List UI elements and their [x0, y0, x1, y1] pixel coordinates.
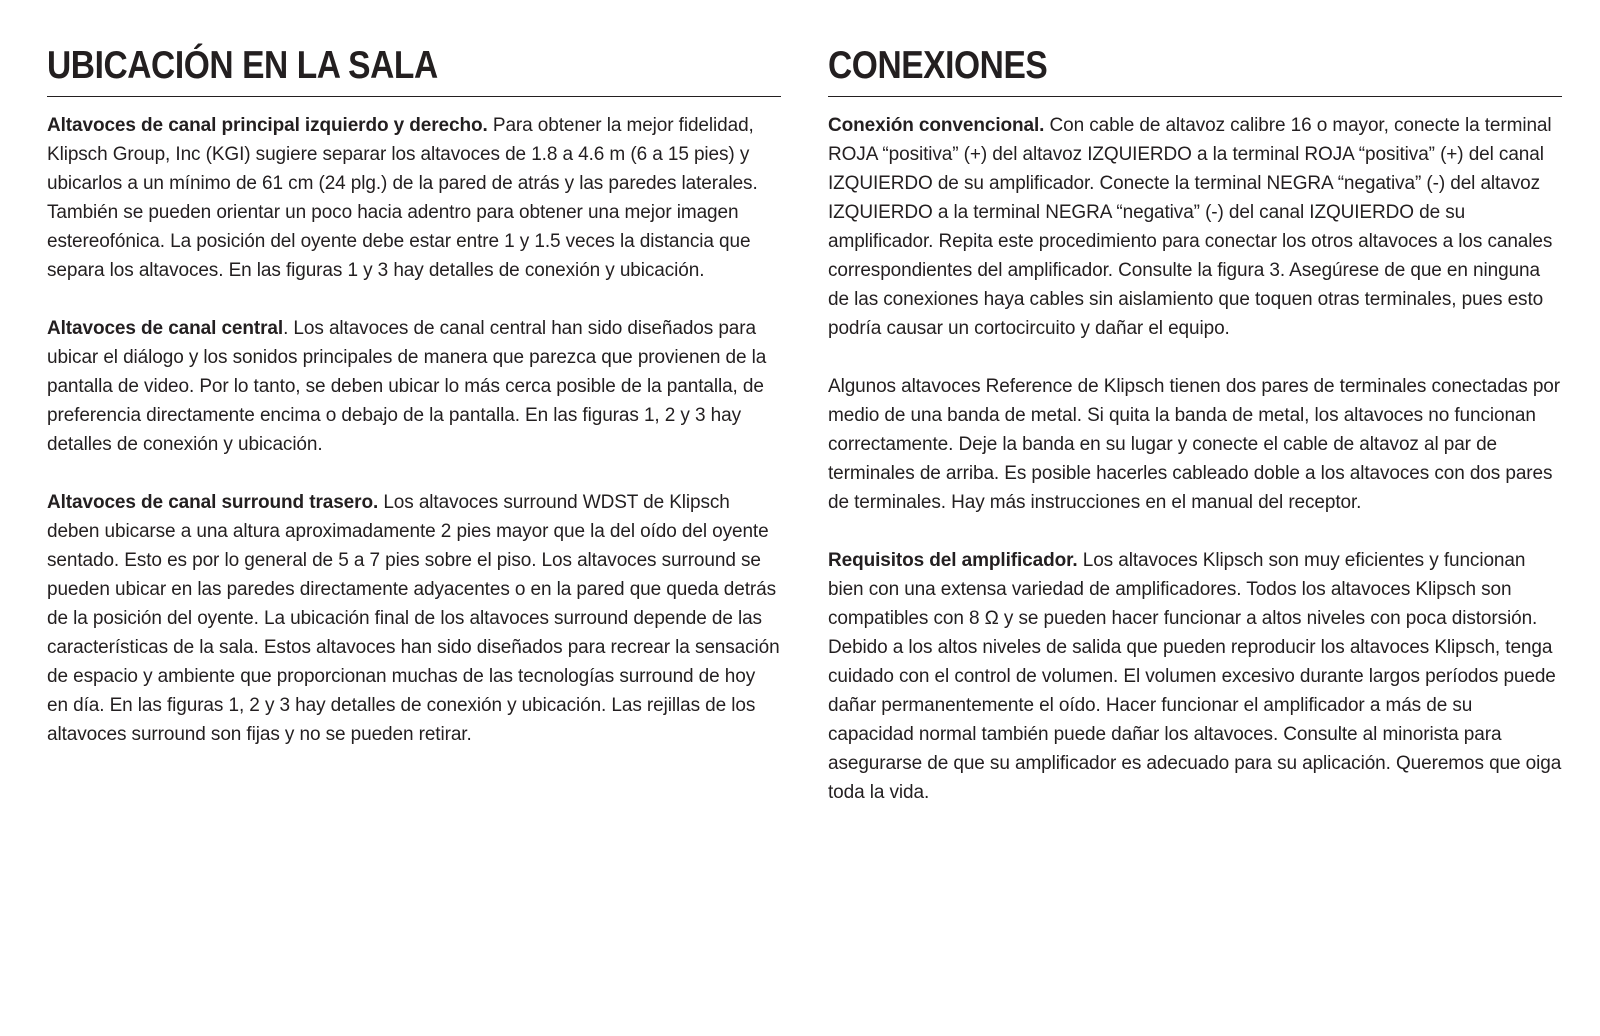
- paragraph-body: Los altavoces surround WDST de Klipsch deben ubicarse a una altura aproximadamente 2 pies mayor que la del oído del oyente sentado. Esto es por lo general de 5 a 7 pies sobre el piso. Los altavoces surround se pueden ubicar en las paredes directamente adyacentes o en la pared que queda detrás de la posición del oyente. La ubicación final de los altavoces surround depende de las características de la sala. Estos altavoces han sido diseñados para recrear la sensación de espacio y ambiente que proporcionan muchas de las tecnologías surround de hoy en día. En las figuras 1, 2 y 3 hay detalles de conexión y ubicación. Las rejillas de los altavoces surround son fijas y no se pueden retirar.: [47, 492, 780, 745]
- section-heading-left: [47, 40, 781, 97]
- paragraph-lead: Requisitos del amplificador.: [828, 550, 1078, 571]
- paragraph-lead: Altavoces de canal surround trasero.: [47, 492, 379, 513]
- paragraph-main-speakers: [47, 111, 781, 285]
- paragraph-body: Algunos altavoces Reference de Klipsch tienen dos pares de terminales conectadas por medio de una banda de metal. Si quita la banda de metal, los altavoces no funcionan correctamente. Deje la banda en su lugar y conecte el cable de altavoz al par de terminales de arriba. Es posible hacerles cableado doble a los altavoces con dos pares de terminales. Hay más instrucciones en el manual del receptor.: [828, 376, 1560, 513]
- paragraph-lead: Conexión convencional.: [828, 115, 1045, 136]
- paragraph-body: Con cable de altavoz calibre 16 o mayor, conecte la terminal ROJA “positiva” (+) del altavoz IZQUIERDO a la terminal ROJA “positiva” (+) del canal IZQUIERDO de su amplificador. Conecte la terminal NEGRA “negativa” (-) del altavoz IZQUIERDO a la terminal NEGRA “negativa” (-) del canal IZQUIERDO de su amplificador. Repita este procedimiento para conectar los otros altavoces a los canales correspondientes del amplificador. Consulte la figura 3. Asegúrese de que en ninguna de las conexiones haya cables sin aislamiento que toquen otras terminales, pues esto podría causar un cortocircuito y dañar el equipo.: [828, 115, 1553, 339]
- paragraph-body: Para obtener la mejor fidelidad, Klipsch Group, Inc (KGI) sugiere separar los altavoces de 1.8 a 4.6 m (6 a 15 pies) y ubicarlos a un mínimo de 61 cm (24 plg.) de la pared de atrás y las paredes laterales. También se pueden orientar un poco hacia adentro para obtener una mejor imagen estereofónica. La posición del oyente debe estar entre 1 y 1.5 veces la distancia que separa los altavoces. En las figuras 1 y 3 hay detalles de conexión y ubicación.: [47, 115, 758, 281]
- section-title-placement: UBICACIÓN EN LA SALA: [47, 44, 438, 87]
- section-title-connections: CONEXIONES: [828, 44, 1048, 87]
- right-column: [828, 40, 1562, 836]
- paragraph-center-speakers: [47, 314, 781, 459]
- paragraph-body: Los altavoces Klipsch son muy eficientes y funcionan bien con una extensa variedad de amplificadores. Todos los altavoces Klipsch son compatibles con 8 Ω y se pueden hacer funcionar a altos niveles con poca distorsión. Debido a los altos niveles de salida que pueden reproducir los altavoces Klipsch, tenga cuidado con el control de volumen. El volumen excesivo durante largos períodos puede dañar permanentemente el oído. Hacer funcionar el amplificador a más de su capacidad normal también puede dañar los altavoces. Consulte al minorista para asegurarse de que su amplificador es adecuado para su aplicación. Queremos que oiga toda la vida.: [828, 550, 1562, 803]
- paragraph-lead: Altavoces de canal principal izquierdo y derecho.: [47, 115, 488, 136]
- section-heading-right: [828, 40, 1562, 97]
- paragraph-amplifier-requirements: [828, 546, 1562, 807]
- paragraph-surround-speakers: [47, 488, 781, 749]
- paragraph-conventional-connection: [828, 111, 1562, 343]
- paragraph-bi-wire: [828, 372, 1562, 517]
- paragraph-body: . Los altavoces de canal central han sido diseñados para ubicar el diálogo y los sonidos principales de manera que parezca que provienen de la pantalla de video. Por lo tanto, se deben ubicar lo más cerca posible de la pantalla, de preferencia directamente encima o debajo de la pantalla. En las figuras 1, 2 y 3 hay detalles de conexión y ubicación.: [47, 318, 767, 455]
- paragraph-lead: Altavoces de canal central: [47, 318, 284, 339]
- left-column: [47, 40, 781, 778]
